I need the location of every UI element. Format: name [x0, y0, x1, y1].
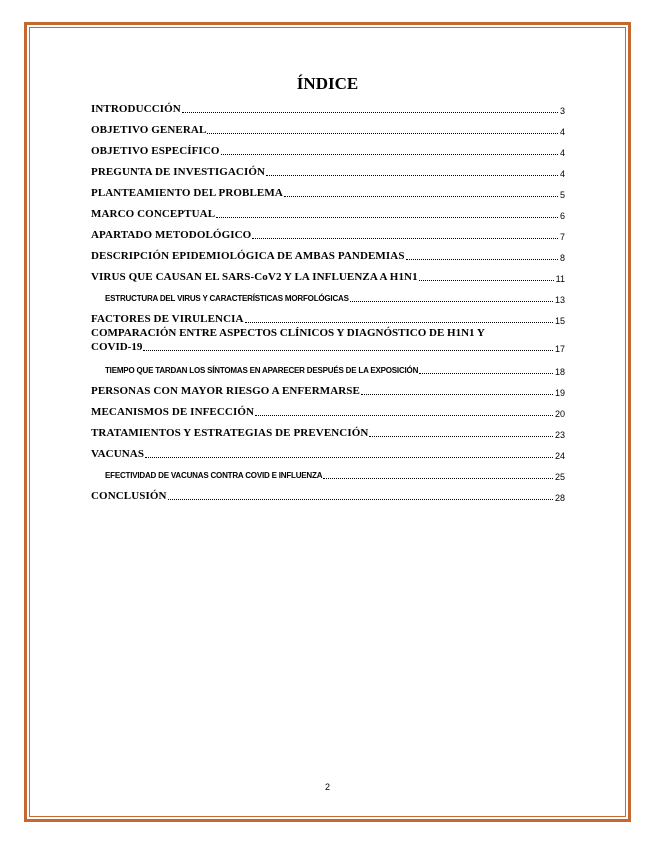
toc-title: ÍNDICE	[296, 74, 359, 93]
toc-entry-objetivo-general[interactable]	[91, 116, 565, 137]
toc-entry-marco-conceptual[interactable]	[91, 200, 565, 221]
toc-entry-label: EFECTIVIDAD DE VACUNAS CONTRA COVID E INFLUENZA	[105, 471, 323, 480]
dot-leader	[207, 133, 558, 134]
toc-entry-vacunas[interactable]	[91, 440, 565, 461]
toc-entry-comparacion[interactable]	[91, 326, 565, 356]
toc-entry-label: APARTADO METODOLÓGICO	[91, 229, 252, 241]
toc-entry-page: 4	[559, 127, 565, 137]
dot-leader	[143, 350, 553, 351]
toc-entry-page: 7	[559, 232, 565, 242]
toc-entry-label: MARCO CONCEPTUAL	[91, 208, 216, 220]
toc-entry-page: 3	[559, 106, 565, 116]
dot-leader	[419, 373, 553, 374]
dot-leader	[284, 196, 558, 197]
toc-entry-page: 5	[559, 190, 565, 200]
toc-entry-label: DESCRIPCIÓN EPIDEMIOLÓGICA DE AMBAS PANDEMIAS	[91, 250, 405, 262]
toc-entry-page: 24	[554, 451, 565, 461]
toc-entry-label: CONCLUSIÓN	[91, 490, 167, 502]
toc-entry-label: OBJETIVO GENERAL	[91, 124, 207, 136]
toc-entry-apartado-metodologico[interactable]	[91, 221, 565, 242]
toc-entry-page: 15	[554, 316, 565, 326]
dot-leader	[255, 415, 553, 416]
dot-leader	[216, 217, 558, 218]
toc-entry-page: 11	[555, 274, 565, 284]
toc-entry-page: 19	[554, 388, 565, 398]
toc-entry-pregunta-investigacion[interactable]	[91, 158, 565, 179]
toc-entry-mecanismos-infeccion[interactable]	[91, 398, 565, 419]
dot-leader	[323, 478, 553, 479]
toc-entry-factores-virulencia[interactable]	[91, 305, 565, 326]
toc-entry-label: TIEMPO QUE TARDAN LOS SÍNTOMAS EN APARECER DESPUÉS DE LA EXPOSICIÓN	[105, 366, 419, 375]
dot-leader	[168, 499, 553, 500]
dot-leader	[182, 112, 558, 113]
toc-entry-label: FACTORES DE VIRULENCIA	[91, 313, 244, 325]
page-number: 2	[324, 782, 330, 792]
toc-entry-label: TRATAMIENTOS Y ESTRATEGIAS DE PREVENCIÓN	[91, 427, 369, 439]
toc-entry-label: OBJETIVO ESPECÍFICO	[91, 145, 220, 157]
toc-entry-descripcion-epidemiologica[interactable]	[91, 242, 565, 263]
toc-entry-label: PLANTEAMIENTO DEL PROBLEMA	[91, 187, 283, 199]
dot-leader	[145, 457, 553, 458]
toc-entry-page: 17	[554, 344, 565, 354]
toc-entry-label: INTRODUCCIÓN	[91, 103, 181, 115]
toc-entry-label: VACUNAS	[91, 448, 145, 460]
toc-entry-label: PREGUNTA DE INVESTIGACIÓN	[91, 166, 266, 178]
toc-entry-page: 4	[559, 169, 565, 179]
toc-entry-page: 18	[554, 367, 565, 377]
toc-entry-objetivo-especifico[interactable]	[91, 137, 565, 158]
dot-leader	[419, 280, 554, 281]
dot-leader	[266, 175, 558, 176]
dot-leader	[252, 238, 558, 239]
toc-entry-personas-riesgo[interactable]	[91, 377, 565, 398]
toc-subentry-efectividad-vacunas[interactable]	[91, 461, 565, 482]
toc-entry-page: 13	[554, 295, 565, 305]
toc-entry-tratamientos[interactable]	[91, 419, 565, 440]
toc-entry-page: 4	[559, 148, 565, 158]
dot-leader	[245, 322, 553, 323]
toc-entry-page: 8	[559, 253, 565, 263]
dot-leader	[221, 154, 558, 155]
toc-entry-label: PERSONAS CON MAYOR RIESGO A ENFERMARSE	[91, 385, 360, 397]
toc-entry-conclusion[interactable]	[91, 482, 565, 503]
toc-entry-label: VIRUS QUE CAUSAN EL SARS-CoV2 Y LA INFLUENZA A H1N1	[91, 271, 418, 283]
toc-entry-page: 20	[554, 409, 565, 419]
toc-entry-label-line2: COVID-19	[91, 341, 143, 353]
toc-entry-introduccion[interactable]	[91, 95, 565, 116]
toc-entry-page: 23	[554, 430, 565, 440]
toc-entry-label: ESTRUCTURA DEL VIRUS Y CARACTERÍSTICAS MORFOLÓGICAS	[105, 294, 349, 303]
dot-leader	[350, 301, 553, 302]
toc-subentry-tiempo-sintomas[interactable]	[91, 356, 565, 377]
toc-entry-virus[interactable]	[91, 263, 565, 284]
dot-leader	[369, 436, 553, 437]
toc-entry-label: MECANISMOS DE INFECCIÓN	[91, 406, 255, 418]
dot-leader	[361, 394, 553, 395]
toc-entry-page: 6	[559, 211, 565, 221]
table-of-contents	[91, 95, 565, 503]
toc-entry-planteamiento-problema[interactable]	[91, 179, 565, 200]
toc-entry-label-line1: COMPARACIÓN ENTRE ASPECTOS CLÍNICOS Y DIAGNÓSTICO DE H1N1 Y	[91, 327, 485, 339]
dot-leader	[406, 259, 558, 260]
toc-subentry-estructura-virus[interactable]	[91, 284, 565, 305]
toc-entry-page: 28	[554, 493, 565, 503]
toc-entry-page: 25	[554, 472, 565, 482]
